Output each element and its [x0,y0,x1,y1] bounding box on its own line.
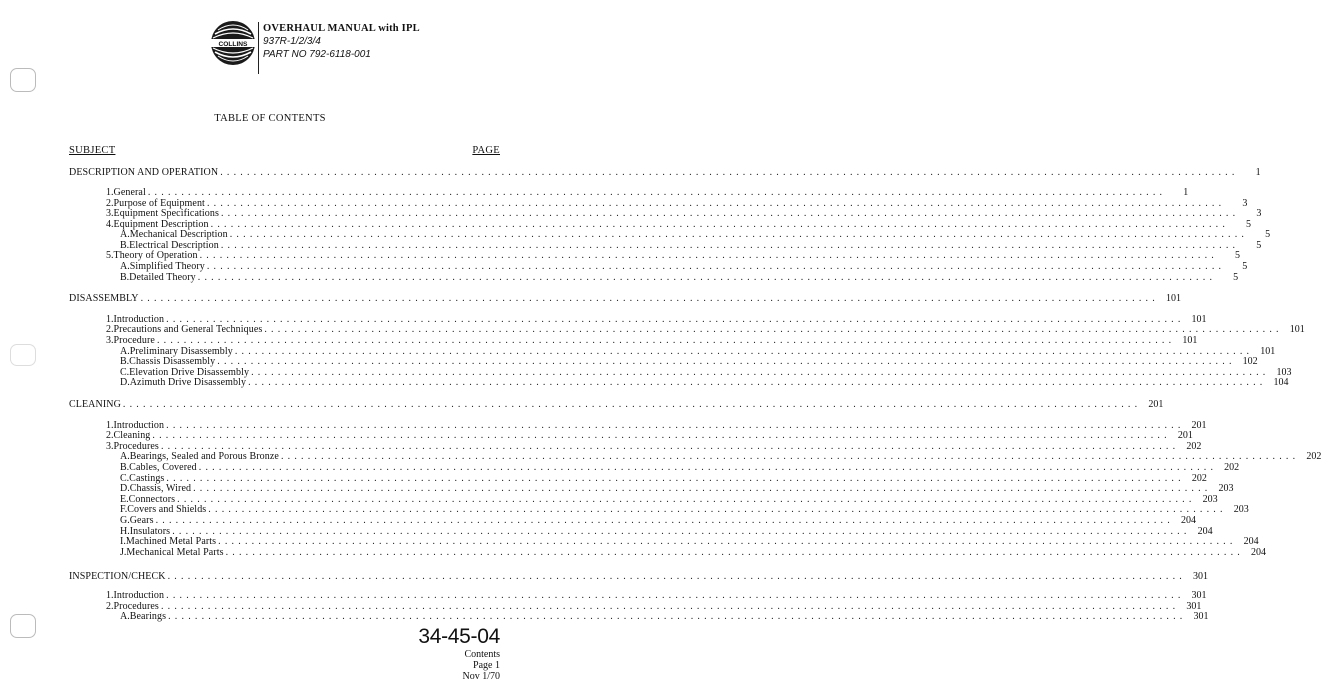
entry-label: Machined Metal Parts [125,536,217,547]
entry-page: 101 [1289,324,1305,335]
entry-page: 101 [1165,293,1181,304]
entry-page: 301 [1186,601,1202,612]
dot-leader: ........................................................................................................................................................ [220,240,1240,251]
entry-number: 4. [106,219,114,230]
dot-leader: ........................................................................................................................................................ [166,314,1185,325]
toc-entry[interactable] [120,261,1248,272]
dot-leader: ........................................................................................................................................................ [199,250,1218,261]
dot-leader: ........................................................................................................................................................ [220,167,1239,178]
dot-leader: ........................................................................................................................................................ [197,272,1217,283]
dot-leader: ........................................................................................................................................................ [225,547,1244,558]
chapter-code: 34-45-04 [418,625,500,648]
dot-leader: ........................................................................................................................................................ [168,611,1187,622]
entry-page: 1 [1255,167,1261,178]
toc-entry[interactable] [120,356,1258,367]
footer-page-number: Page 1 [473,660,500,671]
toc-entry[interactable] [106,430,1193,441]
entry-label: INSPECTION/CHECK [69,571,166,582]
entry-number: 1. [106,420,114,431]
entry-number: 1. [106,590,114,601]
toc-entry[interactable] [69,167,1261,178]
toc-entry[interactable] [106,187,1189,198]
dot-leader: ........................................................................................................................................................ [220,208,1240,219]
entry-page: 301 [1191,590,1207,601]
entry-number: 3. [106,441,114,452]
dot-leader: ........................................................................................................................................................ [206,261,1226,272]
entry-label: Elevation Drive Disassembly [129,367,250,378]
toc-entry[interactable] [120,483,1234,494]
entry-label: Procedures [113,441,159,452]
dot-leader: ........................................................................................................................................................ [193,483,1212,494]
entry-label: Castings [129,473,165,484]
entry-number: A. [120,611,130,622]
model-number: 937R-1/2/3/4 [263,36,321,47]
page-footer [418,625,500,682]
toc-entry[interactable] [120,611,1209,622]
toc-entry[interactable] [120,547,1266,558]
entry-page: 5 [1256,240,1262,251]
entry-number: H. [120,526,130,537]
toc-entry[interactable] [120,462,1240,473]
entry-page: 202 [1186,441,1202,452]
dot-leader: ........................................................................................................................................................ [160,441,1180,452]
dot-leader: ........................................................................................................................................................ [248,377,1267,388]
manual-title: OVERHAUL MANUAL with IPL [263,23,420,34]
entry-number: 3. [106,208,114,219]
entry-label: Chassis, Wired [129,483,192,494]
entry-label: Introduction [113,420,165,431]
entry-number: B. [120,240,130,251]
dot-leader: ........................................................................................................................................................ [229,229,1249,240]
dot-leader: ........................................................................................................................................................ [155,515,1174,526]
toc-entry[interactable] [69,571,1209,582]
entry-number: I. [120,536,126,547]
entry-label: DESCRIPTION AND OPERATION [69,167,219,178]
entry-page: 202 [1306,451,1321,462]
toc-entry[interactable] [120,451,1321,462]
entry-number: 3. [106,335,114,346]
entry-number: 2. [106,430,114,441]
entry-page: 203 [1218,483,1234,494]
entry-label: Electrical Description [129,240,219,251]
entry-label: Cables, Covered [129,462,197,473]
dot-leader: ........................................................................................................................................................ [160,601,1180,612]
toc-entry[interactable] [106,250,1240,261]
entry-label: Procedures [113,601,159,612]
entry-page: 5 [1242,261,1248,272]
dot-leader: ........................................................................................................................................................ [206,198,1226,209]
entry-page: 5 [1233,272,1239,283]
dot-leader: ........................................................................................................................................................ [156,335,1176,346]
dot-leader: ........................................................................................................................................................ [140,293,1159,304]
entry-number: B. [120,272,130,283]
footer-date: Nov 1/70 [462,671,500,682]
entry-label: Theory of Operation [113,250,198,261]
entry-page: 202 [1191,473,1207,484]
entry-page: 301 [1193,611,1209,622]
entry-page: 101 [1191,314,1207,325]
entry-number: 1. [106,187,114,198]
toc-entry[interactable] [106,590,1207,601]
footer-section: Contents [464,649,500,660]
subject-column-header: SUBJECT [69,145,116,156]
toc-entry[interactable] [106,335,1198,346]
entry-page: 1 [1183,187,1189,198]
entry-page: 204 [1180,515,1196,526]
entry-number: B. [120,356,130,367]
entry-label: Chassis Disassembly [129,356,216,367]
dot-leader: ........................................................................................................................................................ [122,399,1142,410]
entry-label: Procedure [113,335,155,346]
dot-leader: ........................................................................................................................................................ [166,473,1185,484]
entry-page: 301 [1193,571,1209,582]
entry-number: 2. [106,324,114,335]
entry-number: 2. [106,601,114,612]
entry-label: Introduction [113,314,165,325]
entry-page: 201 [1148,399,1164,410]
entry-page: 204 [1197,526,1213,537]
dot-leader: ........................................................................................................................................................ [198,462,1218,473]
entry-label: Connectors [128,494,176,505]
entry-label: Preliminary Disassembly [129,346,233,357]
entry-number: 2. [106,198,114,209]
entry-number: B. [120,462,130,473]
entry-label: Covers and Shields [127,504,207,515]
entry-label: Mechanical Description [129,229,228,240]
entry-label: Gears [129,515,154,526]
entry-number: E. [120,494,129,505]
entry-number: 5. [106,250,114,261]
entry-label: DISASSEMBLY [69,293,139,304]
dot-leader: ........................................................................................................................................................ [167,571,1187,582]
entry-label: Equipment Specifications [113,208,219,219]
toc-entry[interactable] [120,536,1259,547]
entry-number: D. [120,377,130,388]
toc-entry[interactable] [120,504,1249,515]
entry-label: Detailed Theory [129,272,196,283]
entry-label: Precautions and General Techniques [113,324,263,335]
entry-label: Cleaning [113,430,151,441]
entry-page: 203 [1202,494,1218,505]
entry-label: Purpose of Equipment [113,198,205,209]
toc-entry[interactable] [106,324,1305,335]
dot-leader: ........................................................................................................................................................ [264,324,1283,335]
dot-leader: ........................................................................................................................................................ [166,590,1185,601]
entry-page: 102 [1242,356,1258,367]
dot-leader: ........................................................................................................................................................ [152,430,1171,441]
dot-leader: ........................................................................................................................................................ [208,504,1227,515]
toc-entry[interactable] [69,399,1164,410]
toc-entry[interactable] [120,229,1271,240]
entry-page: 201 [1191,420,1207,431]
part-number: PART NO 792-6118-001 [263,49,371,60]
entry-number: F. [120,504,128,515]
toc-entry[interactable] [106,208,1262,219]
toc-title: TABLE OF CONTENTS [214,113,326,124]
entry-page: 101 [1260,346,1276,357]
entry-number: A. [120,451,130,462]
entry-page: 202 [1224,462,1240,473]
entry-page: 3 [1256,208,1262,219]
entry-number: 1. [106,314,114,325]
toc-entry[interactable] [69,293,1181,304]
dot-leader: ........................................................................................................................................................ [251,367,1270,378]
dot-leader: ........................................................................................................................................................ [172,526,1191,537]
entry-label: General [113,187,146,198]
entry-number: C. [120,473,130,484]
entry-page: 3 [1242,198,1248,209]
entry-page: 103 [1276,367,1292,378]
entry-label: Azimuth Drive Disassembly [129,377,247,388]
dot-leader: ........................................................................................................................................................ [217,356,1236,367]
entry-page: 5 [1265,229,1271,240]
toc-entry[interactable] [120,515,1196,526]
entry-number: A. [120,346,130,357]
entry-page: 101 [1182,335,1198,346]
dot-leader: ........................................................................................................................................................ [234,346,1254,357]
dot-leader: ........................................................................................................................................................ [210,219,1230,230]
toc-entry[interactable] [120,272,1239,283]
entry-label: Simplified Theory [129,261,205,272]
entry-label: Mechanical Metal Parts [126,547,224,558]
dot-leader: ........................................................................................................................................................ [166,420,1185,431]
entry-number: G. [120,515,130,526]
dot-leader: ........................................................................................................................................................ [280,451,1300,462]
entry-number: D. [120,483,130,494]
entry-number: A. [120,261,130,272]
entry-page: 201 [1177,430,1193,441]
entry-page: 203 [1233,504,1249,515]
entry-label: Bearings, Sealed and Porous Bronze [129,451,279,462]
entry-page: 5 [1246,219,1252,230]
entry-page: 204 [1243,536,1259,547]
toc-entry[interactable] [120,377,1289,388]
dot-leader: ........................................................................................................................................................ [147,187,1167,198]
entry-label: Introduction [113,590,165,601]
entry-label: Insulators [129,526,171,537]
entry-number: A. [120,229,130,240]
page-column-header: PAGE [472,145,500,156]
entry-number: J. [120,547,127,558]
entry-page: 104 [1273,377,1289,388]
entry-label: Bearings [129,611,167,622]
entry-page: 204 [1250,547,1266,558]
dot-leader: ........................................................................................................................................................ [218,536,1237,547]
dot-leader: ........................................................................................................................................................ [177,494,1196,505]
entry-page: 5 [1235,250,1240,261]
entry-number: C. [120,367,130,378]
logo-text: COLLINS [218,40,248,48]
entry-label: CLEANING [69,399,121,410]
entry-label: Equipment Description [113,219,209,230]
